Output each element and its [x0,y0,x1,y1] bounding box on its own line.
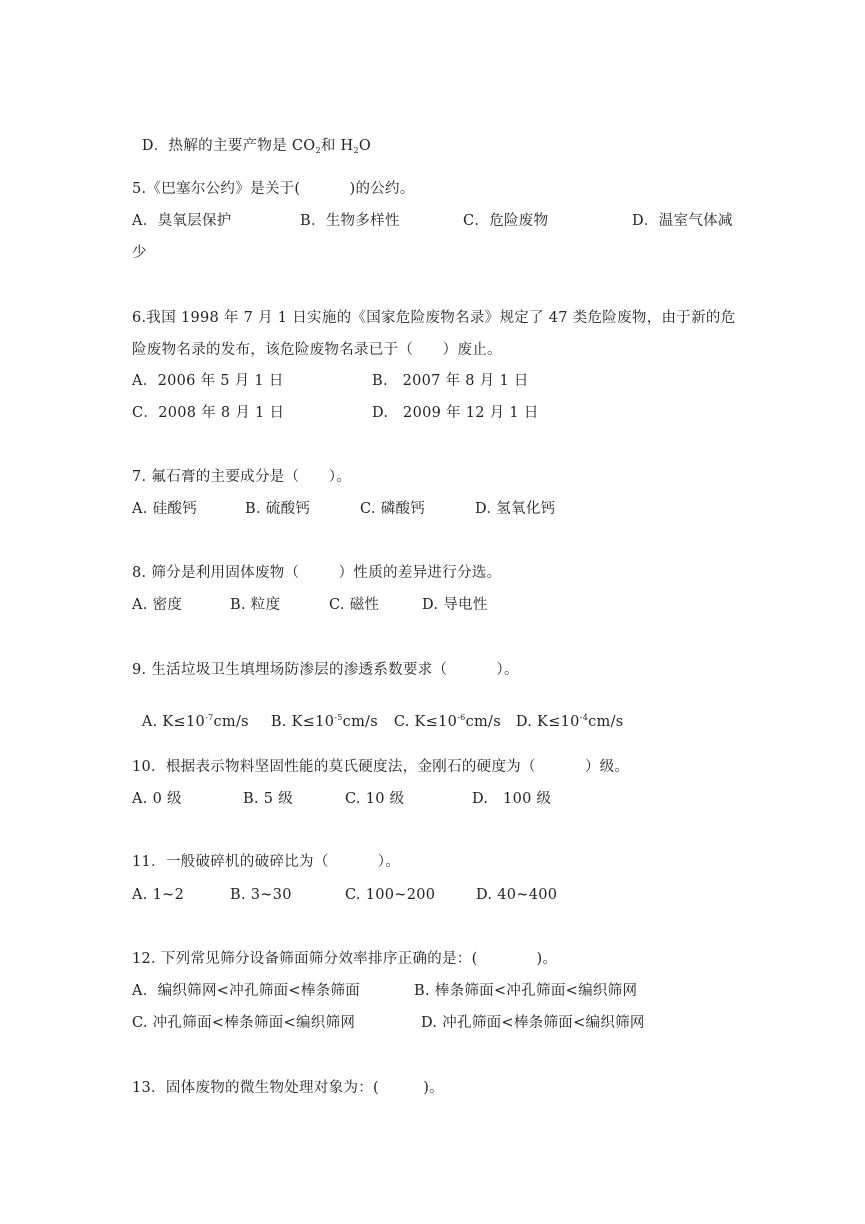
q6-option-d: D. 2009 年 12 月 1 日 [372,405,539,421]
q12-option-b: B. 棒条筛面<冲孔筛面<编织筛网 [414,983,638,999]
q4-option-d [132,116,371,156]
q9-option-b-exp: -5 [334,713,343,722]
q9-option-d [506,692,624,732]
q5-option-b: B．生物多样性 [300,213,400,229]
q6-stem-line2: 险废物名录的发布，该危险废物名录已于（ ）废止。 [132,342,502,358]
q11-option-d: D. 40~400 [476,887,558,903]
q8-option-c: C. 磁性 [329,597,380,613]
q9-option-d-unit: cm/s [588,714,624,730]
q8-option-b: B. 粒度 [230,597,281,613]
q12-option-c: C. 冲孔筛面<棒条筛面<编织筛网 [132,1015,356,1031]
q10-option-b: B. 5 级 [243,791,294,807]
q11-stem: 11．一般破碎机的破碎比为（ ）。 [132,854,401,870]
q11-option-b: B. 3~30 [230,887,292,903]
q10-stem: 10．根据表示物料坚固性能的莫氏硬度法，金刚石的硬度为（ ）级。 [132,759,630,775]
q7-option-a: A. 硅酸钙 [132,501,197,517]
q11-option-c: C. 100~200 [345,887,436,903]
q5-option-d-wrap: 少 [132,245,147,261]
q6-stem-line1: 6.我国 1998 年 7 月 1 日实施的《国家危险废物名录》规定了 47 类危险废物，由于新的危 [132,310,736,326]
q6-option-c: C．2008 年 8 月 1 日 [132,405,285,421]
q12-option-d: D. 冲孔筛面<棒条筛面<编织筛网 [421,1015,645,1031]
q7-option-b: B. 硫酸钙 [245,501,311,517]
q13-stem: 13．固体废物的微生物处理对象为：( )。 [132,1080,444,1096]
q9-option-c-exp: -6 [457,713,466,722]
q9-option-d-text: D. K≤10 [515,714,580,730]
q9-option-c [384,692,501,732]
q9-option-a-unit: cm/s [213,714,249,730]
q5-stem: 5.《巴塞尔公约》是关于( )的公约。 [132,181,415,197]
q12-stem: 12. 下列常见筛分设备筛面筛分效率排序正确的是：( )。 [132,951,558,967]
q5-option-a: A．臭氧层保护 [132,213,232,229]
q4-option-d-mid: 和 H [320,138,354,154]
q7-option-c: C. 磷酸钙 [360,501,426,517]
q4-option-d-text: D．热解的主要产物是 CO [141,138,316,154]
q9-option-a [132,692,249,732]
q8-option-a: A. 密度 [132,597,183,613]
q10-option-c: C. 10 级 [345,791,405,807]
q9-option-c-text: C. K≤10 [393,714,458,730]
q5-option-c: C．危险废物 [463,213,549,229]
q9-option-b [261,692,378,732]
q8-option-d: D. 导电性 [422,597,488,613]
q10-option-d: D. 100 级 [472,791,552,807]
q4-option-d-end: O [358,138,372,154]
q6-option-a: A．2006 年 5 月 1 日 [132,373,284,389]
q6-option-b: B. 2007 年 8 月 1 日 [372,373,529,389]
q11-option-a: A. 1~2 [132,887,185,903]
q7-option-d: D. 氢氧化钙 [475,501,556,517]
q9-option-d-exp: -4 [579,713,589,722]
q7-stem: 7. 氟石膏的主要成分是（ ）。 [132,469,352,485]
q4-sub-co2: 2 [315,146,321,155]
q9-option-a-exp: -7 [205,713,214,722]
q9-stem: 9. 生活垃圾卫生填埋场防渗层的渗透系数要求（ ）。 [132,662,519,678]
q9-option-b-unit: cm/s [342,714,379,730]
q12-option-a: A．编织筛网<冲孔筛面<棒条筛面 [132,983,361,999]
q10-option-a: A. 0 级 [132,791,182,807]
q9-option-c-unit: cm/s [465,714,501,730]
q5-option-d: D．温室气体减 [632,213,733,229]
q9-option-b-text: B. K≤10 [270,714,335,730]
q9-option-a-text: A. K≤10 [141,714,206,730]
q8-stem: 8. 筛分是利用固体废物（ ）性质的差异进行分选。 [132,565,502,581]
q4-sub-h2o: 2 [353,146,359,155]
